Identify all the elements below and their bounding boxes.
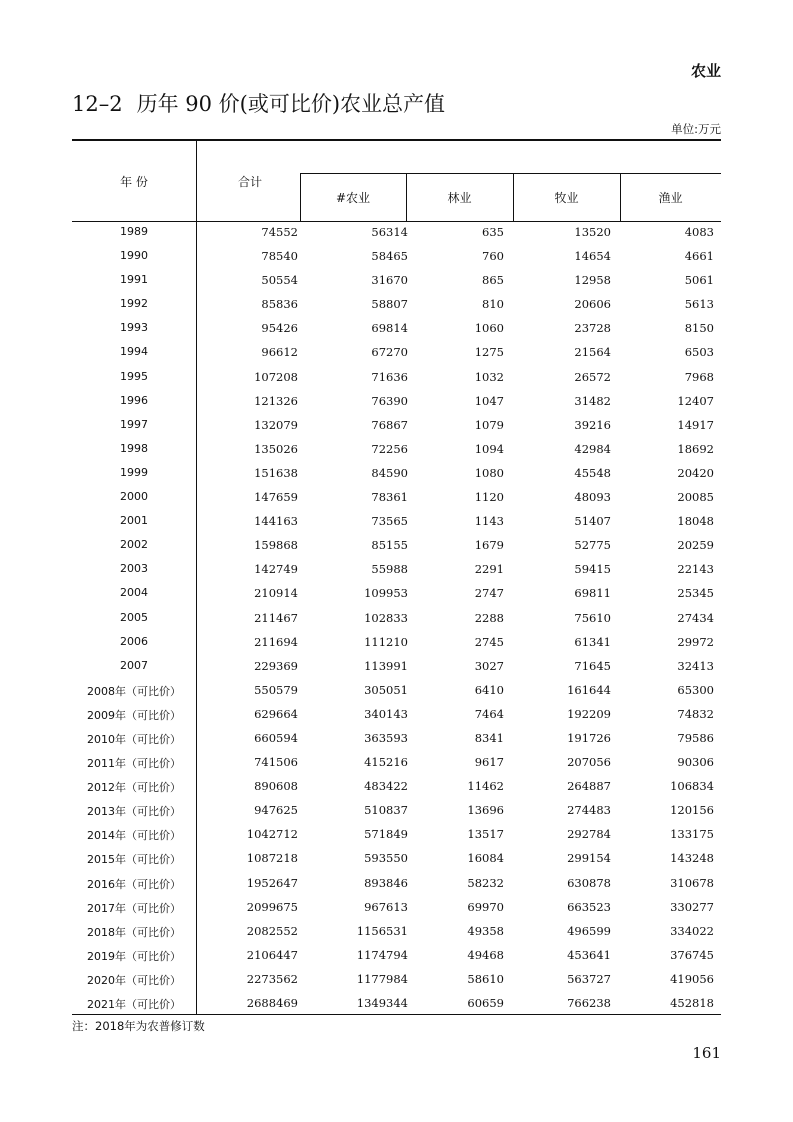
cell-total: 211694	[254, 634, 298, 649]
bottom-rule	[72, 1014, 721, 1015]
cell-forestry: 58232	[467, 875, 504, 890]
cell-fishery: 25345	[677, 586, 714, 601]
section-label: 农业	[690, 62, 721, 80]
cell-total: 629664	[254, 706, 298, 721]
cell-agriculture: 111210	[364, 634, 408, 649]
table-row	[72, 367, 721, 391]
cell-total: 550579	[254, 682, 298, 697]
cell-fishery: 22143	[677, 562, 714, 577]
cell-animal: 69811	[574, 586, 611, 601]
cell-year: 2016年（可比价）	[87, 877, 181, 891]
table-number: 12–2	[72, 92, 123, 116]
cell-animal: 161644	[567, 682, 611, 697]
cell-agriculture: 593550	[364, 851, 408, 866]
cell-agriculture: 305051	[364, 682, 408, 697]
cell-forestry: 1679	[474, 538, 504, 553]
cell-agriculture: 363593	[364, 730, 408, 745]
cell-agriculture: 84590	[371, 465, 408, 480]
cell-forestry: 16084	[467, 851, 504, 866]
cell-total: 107208	[254, 369, 298, 384]
cell-animal: 191726	[567, 730, 611, 745]
cell-agriculture: 1174794	[356, 947, 408, 962]
cell-total: 50554	[261, 273, 298, 288]
cell-forestry: 1079	[474, 417, 504, 432]
table-row	[72, 752, 721, 776]
cell-forestry: 9617	[474, 755, 504, 770]
cell-fishery: 143248	[670, 851, 714, 866]
cell-agriculture: 483422	[364, 779, 408, 794]
cell-agriculture: 85155	[371, 538, 408, 553]
table-title	[72, 88, 445, 118]
table-row	[72, 848, 721, 872]
unit-label: 单位:万元	[671, 122, 721, 136]
cell-year: 2005	[120, 610, 148, 624]
cell-agriculture: 72256	[371, 441, 408, 456]
table-row	[72, 559, 721, 583]
table-row	[72, 246, 721, 270]
cell-total: 1042712	[246, 827, 298, 842]
table-row	[72, 608, 721, 632]
cell-agriculture: 71636	[371, 369, 408, 384]
cell-fishery: 5613	[684, 297, 714, 312]
cell-total: 147659	[254, 490, 298, 505]
cell-fishery: 5061	[684, 273, 714, 288]
cell-total: 2688469	[246, 996, 298, 1010]
cell-agriculture: 76867	[371, 417, 408, 432]
cell-animal: 71645	[574, 658, 611, 673]
table-row	[72, 945, 721, 969]
cell-animal: 264887	[567, 779, 611, 794]
table-row	[72, 824, 721, 848]
cell-animal: 292784	[567, 827, 611, 842]
table-row	[72, 728, 721, 752]
cell-animal: 39216	[574, 417, 611, 432]
cell-year: 1992	[120, 297, 148, 311]
page-number: 161	[692, 1044, 721, 1062]
cell-agriculture: 109953	[364, 586, 408, 601]
table-row	[72, 415, 721, 439]
cell-year: 2017年（可比价）	[87, 901, 181, 915]
table-row	[72, 656, 721, 680]
cell-animal: 13520	[574, 225, 611, 239]
cell-total: 78540	[261, 249, 298, 264]
cell-forestry: 3027	[474, 658, 504, 673]
cell-animal: 21564	[574, 345, 611, 360]
cell-animal: 12958	[574, 273, 611, 288]
cell-total: 121326	[254, 393, 298, 408]
table-row	[72, 222, 721, 246]
cell-forestry: 2291	[474, 562, 504, 577]
cell-year: 1990	[120, 249, 148, 263]
cell-animal: 51407	[574, 514, 611, 529]
header-agriculture: #农业	[335, 191, 371, 205]
cell-total: 85836	[261, 297, 298, 312]
cell-agriculture: 73565	[371, 514, 408, 529]
cell-year: 2012年（可比价）	[87, 781, 181, 795]
cell-forestry: 58610	[467, 971, 504, 986]
cell-year: 2019年（可比价）	[87, 949, 181, 963]
cell-forestry: 1120	[474, 490, 504, 505]
cell-animal: 663523	[567, 899, 611, 914]
cell-year: 2007	[120, 658, 148, 672]
cell-year: 1998	[120, 441, 148, 455]
cell-animal: 31482	[574, 393, 611, 408]
cell-total: 144163	[254, 514, 298, 529]
table-row	[72, 511, 721, 535]
table-row	[72, 680, 721, 704]
cell-animal: 59415	[574, 562, 611, 577]
cell-animal: 207056	[567, 755, 611, 770]
table-row	[72, 318, 721, 342]
table-row	[72, 800, 721, 824]
cell-forestry: 865	[482, 273, 504, 288]
cell-forestry: 2288	[474, 610, 504, 625]
cell-year: 2002	[120, 538, 148, 552]
cell-fishery: 27434	[677, 610, 714, 625]
cell-total: 142749	[254, 562, 298, 577]
cell-year: 2011年（可比价）	[87, 757, 181, 771]
cell-agriculture: 58807	[371, 297, 408, 312]
cell-fishery: 419056	[670, 971, 714, 986]
cell-total: 151638	[254, 465, 298, 480]
cell-agriculture: 1349344	[356, 996, 408, 1010]
cell-animal: 192209	[567, 706, 611, 721]
header-animal: 牧业	[554, 191, 579, 205]
cell-fishery: 74832	[677, 706, 714, 721]
cell-animal: 48093	[574, 490, 611, 505]
header-total: 合计	[237, 175, 262, 189]
cell-total: 660594	[254, 730, 298, 745]
cell-forestry: 1275	[474, 345, 504, 360]
cell-year: 2015年（可比价）	[87, 853, 181, 867]
cell-year: 2013年（可比价）	[87, 805, 181, 819]
cell-year: 2021年（可比价）	[87, 998, 181, 1011]
cell-animal: 23728	[574, 321, 611, 336]
table-row	[72, 897, 721, 921]
cell-year: 1989	[120, 225, 148, 238]
header-fishery: 渔业	[658, 191, 683, 205]
cell-fishery: 133175	[670, 827, 714, 842]
cell-total: 890608	[254, 779, 298, 794]
cell-year: 1997	[120, 417, 148, 431]
cell-total: 135026	[254, 441, 298, 456]
cell-forestry: 49468	[467, 947, 504, 962]
cell-year: 2004	[120, 586, 148, 600]
cell-fishery: 32413	[677, 658, 714, 673]
cell-animal: 496599	[567, 923, 611, 938]
cell-agriculture: 893846	[364, 875, 408, 890]
cell-agriculture: 55988	[371, 562, 408, 577]
cell-animal: 274483	[567, 803, 611, 818]
subheader-rule	[300, 173, 721, 174]
cell-animal: 14654	[574, 249, 611, 264]
cell-agriculture: 102833	[364, 610, 408, 625]
cell-total: 947625	[254, 803, 298, 818]
cell-forestry: 1047	[474, 393, 504, 408]
cell-forestry: 2745	[474, 634, 504, 649]
cell-animal: 563727	[567, 971, 611, 986]
cell-agriculture: 1177984	[356, 971, 408, 986]
cell-forestry: 810	[482, 297, 504, 312]
cell-total: 211467	[254, 610, 298, 625]
cell-fishery: 29972	[677, 634, 714, 649]
cell-fishery: 452818	[670, 996, 714, 1010]
cell-forestry: 13696	[467, 803, 504, 818]
cell-forestry: 69970	[467, 899, 504, 914]
cell-animal: 42984	[574, 441, 611, 456]
table-row	[72, 776, 721, 800]
cell-forestry: 60659	[467, 996, 504, 1010]
footnote: 注：2018年为农普修订数	[72, 1019, 205, 1033]
cell-year: 2000	[120, 490, 148, 504]
cell-fishery: 79586	[677, 730, 714, 745]
cell-agriculture: 67270	[371, 345, 408, 360]
cell-total: 96612	[261, 345, 298, 360]
cell-forestry: 11462	[467, 779, 504, 794]
cell-animal: 766238	[567, 996, 611, 1010]
cell-animal: 453641	[567, 947, 611, 962]
cell-animal: 45548	[574, 465, 611, 480]
cell-fishery: 65300	[677, 682, 714, 697]
cell-agriculture: 571849	[364, 827, 408, 842]
table-row	[72, 270, 721, 294]
top-rule	[72, 139, 721, 141]
cell-fishery: 4083	[684, 225, 714, 239]
cell-year: 2010年（可比价）	[87, 732, 181, 746]
cell-total: 1087218	[246, 851, 298, 866]
cell-animal: 630878	[567, 875, 611, 890]
cell-year: 1996	[120, 393, 148, 407]
cell-fishery: 90306	[677, 755, 714, 770]
table-row	[72, 704, 721, 728]
table-row	[72, 583, 721, 607]
cell-fishery: 14917	[677, 417, 714, 432]
cell-forestry: 2747	[474, 586, 504, 601]
table-row	[72, 463, 721, 487]
cell-fishery: 376745	[670, 947, 714, 962]
cell-forestry: 49358	[467, 923, 504, 938]
table-row	[72, 342, 721, 366]
cell-fishery: 6503	[684, 345, 714, 360]
cell-total: 159868	[254, 538, 298, 553]
cell-fishery: 8150	[684, 321, 714, 336]
cell-fishery: 20259	[677, 538, 714, 553]
cell-total: 229369	[254, 658, 298, 673]
cell-total: 2082552	[246, 923, 298, 938]
cell-year: 1993	[120, 321, 148, 335]
cell-forestry: 635	[482, 225, 504, 239]
cell-forestry: 13517	[467, 827, 504, 842]
table-row	[72, 294, 721, 318]
cell-fishery: 330277	[670, 899, 714, 914]
cell-forestry: 1060	[474, 321, 504, 336]
cell-total: 210914	[254, 586, 298, 601]
cell-fishery: 12407	[677, 393, 714, 408]
cell-year: 2003	[120, 562, 148, 576]
header-forestry: 林业	[447, 191, 472, 205]
cell-forestry: 6410	[474, 682, 504, 697]
cell-animal: 20606	[574, 297, 611, 312]
cell-agriculture: 69814	[371, 321, 408, 336]
cell-agriculture: 967613	[364, 899, 408, 914]
cell-fishery: 4661	[684, 249, 714, 264]
cell-total: 741506	[254, 755, 298, 770]
cell-fishery: 7968	[684, 369, 714, 384]
cell-fishery: 20420	[677, 465, 714, 480]
cell-year: 2018年（可比价）	[87, 925, 181, 939]
table-row	[72, 969, 721, 993]
cell-total: 95426	[261, 321, 298, 336]
cell-year: 2006	[120, 634, 148, 648]
cell-animal: 299154	[567, 851, 611, 866]
cell-forestry: 8341	[474, 730, 504, 745]
cell-total: 2099675	[246, 899, 298, 914]
cell-year: 1995	[120, 369, 148, 383]
cell-fishery: 20085	[677, 490, 714, 505]
cell-agriculture: 510837	[364, 803, 408, 818]
cell-total: 2106447	[246, 947, 298, 962]
cell-total: 1952647	[246, 875, 298, 890]
table-row	[72, 391, 721, 415]
cell-agriculture: 56314	[371, 225, 408, 239]
cell-agriculture: 76390	[371, 393, 408, 408]
cell-year: 2020年（可比价）	[87, 973, 181, 987]
cell-agriculture: 415216	[364, 755, 408, 770]
cell-total: 74552	[261, 225, 298, 239]
table-row	[72, 439, 721, 463]
cell-fishery: 120156	[670, 803, 714, 818]
cell-animal: 61341	[574, 634, 611, 649]
cell-animal: 52775	[574, 538, 611, 553]
cell-agriculture: 58465	[371, 249, 408, 264]
cell-year: 1994	[120, 345, 148, 359]
cell-year: 2009年（可比价）	[87, 708, 181, 722]
cell-year: 2014年（可比价）	[87, 829, 181, 843]
cell-fishery: 334022	[670, 923, 714, 938]
cell-year: 1999	[120, 465, 148, 479]
cell-year: 2008年（可比价）	[87, 684, 181, 698]
table-row	[72, 535, 721, 559]
cell-forestry: 1094	[474, 441, 504, 456]
cell-fishery: 106834	[670, 779, 714, 794]
cell-agriculture: 113991	[364, 658, 408, 673]
cell-animal: 75610	[574, 610, 611, 625]
cell-agriculture: 1156531	[356, 923, 408, 938]
table-row	[72, 921, 721, 945]
table-row	[72, 632, 721, 656]
cell-agriculture: 78361	[371, 490, 408, 505]
cell-forestry: 1080	[474, 465, 504, 480]
cell-year: 1991	[120, 273, 148, 287]
cell-forestry: 1032	[474, 369, 504, 384]
table-row	[72, 487, 721, 511]
table-title-text: 历年 90 价(或可比价)农业总产值	[136, 92, 446, 116]
cell-animal: 26572	[574, 369, 611, 384]
cell-fishery: 310678	[670, 875, 714, 890]
table-body	[72, 222, 721, 1017]
cell-agriculture: 340143	[364, 706, 408, 721]
cell-total: 2273562	[246, 971, 298, 986]
cell-agriculture: 31670	[371, 273, 408, 288]
cell-fishery: 18692	[677, 441, 714, 456]
cell-fishery: 18048	[677, 514, 714, 529]
cell-total: 132079	[254, 417, 298, 432]
header-year: 年 份	[120, 175, 148, 189]
table-row	[72, 873, 721, 897]
cell-forestry: 760	[482, 249, 504, 264]
cell-forestry: 1143	[474, 514, 504, 529]
cell-year: 2001	[120, 514, 148, 528]
cell-forestry: 7464	[474, 706, 504, 721]
